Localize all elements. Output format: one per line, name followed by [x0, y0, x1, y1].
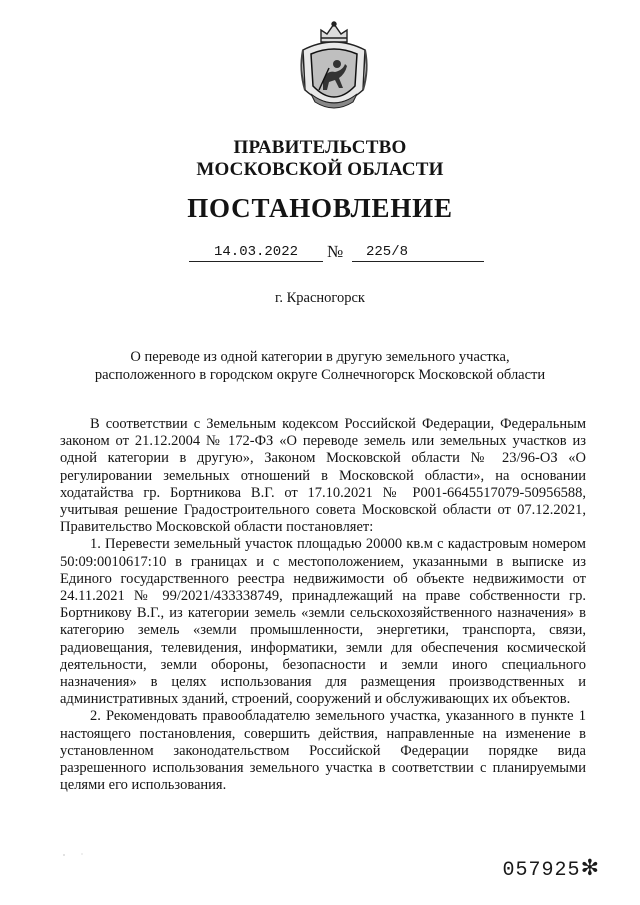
document-date: 14.03.2022 [189, 244, 323, 262]
document-body [60, 416, 586, 794]
document-title [60, 348, 580, 384]
preamble-paragraph: В соответствии с Земельным кодексом Российской Федерации, Федеральным законом от 21.12.2004 № 172-ФЗ «О переводе земель или земельных участков из одной категории в другую», Законом Московской области № 23/96-ОЗ «О регулировании земельных отношений в Московской области», на основании ходатайства гр. Бортникова В.Г. от 17.10.2021 № Р001-6645517079-50956588, учитывая решение Градостроительного совета Московской области от 07.12.2021, Правительство Московской области постановляет: [60, 416, 586, 536]
serial-number: 057925 [502, 859, 581, 882]
scan-specks-decoration [60, 850, 100, 860]
document-title-line1: О переводе из одной категории в другую земельного участка, [130, 349, 510, 365]
moscow-oblast-coat-of-arms-emblem [297, 20, 371, 116]
city-name: г. Красногорск [275, 290, 365, 306]
org-name-line1: ПРАВИТЕЛЬСТВО [233, 137, 407, 158]
item-2-paragraph: 2. Рекомендовать правообладателю земельного участка, указанного в пункте 1 настоящего постановления, совершить действия, направленные на изменение в установленном законодательством Российской Федерации порядке вида разрешенного использования земельного участка в соответствии с планируемыми целями его использования. [60, 708, 586, 794]
org-name-line2: МОСКОВСКОЙ ОБЛАСТИ [196, 159, 444, 180]
item-1-paragraph: 1. Перевести земельный участок площадью 20000 кв.м с кадастровым номером 50:09:0010617:10 в границах и с местоположением, указанными в выписке из Единого государственного реестра недвижимости об объекте недвижимости от 24.11.2021 № 99/2021/433338749, принадлежащий на праве собственности гр. Бортникову В.Г., из категории земель «земли сельскохозяйственного назначения» в категорию земель «земли промышленности, энергетики, транспорта, связи, радиовещания, телевидения, информатики, земли для обеспечения космической деятельности, земли обороны, безопасности и земли иного специального назначения» в целях использования для размещения производственных и административных зданий, строений, сооружений и обслуживающих их объектов. [60, 536, 586, 708]
number-sign: № [327, 242, 344, 261]
date-number-line [189, 244, 484, 266]
document-title-line2: расположенного в городском округе Солнечногорск Московской области [94, 367, 546, 383]
serial-number-stamp [503, 856, 600, 882]
document-number: 225/8 [352, 244, 484, 262]
document-type-heading: ПОСТАНОВЛЕНИЕ [187, 193, 453, 223]
serial-star-icon: ✻ [580, 856, 600, 881]
